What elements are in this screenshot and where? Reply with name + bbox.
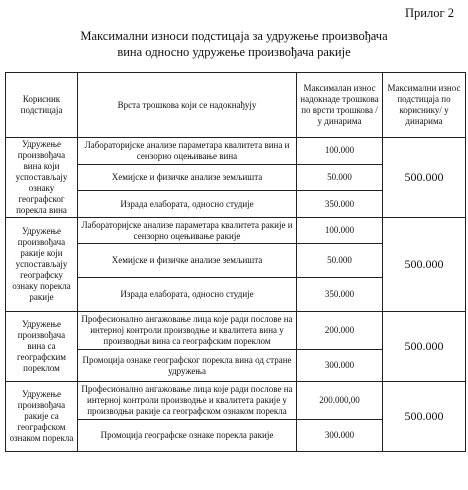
amount-cell: 200.000,00 [297,382,383,420]
cost-type-cell: Хемијске и физичке анализе земљишта [78,164,297,191]
cost-type-cell: Професионално ангажовање лица које ради послове на интерној контроли производње и квалитета ракије у производњи ракије са географском ознаком порекла [78,382,297,420]
amount-cell: 100.000 [297,218,383,244]
table-row [6,312,466,350]
cost-type-cell: Хемијске и физичке анализе земљишта [78,244,297,278]
max-total-cell: 500.000 [383,312,466,382]
amount-cell: 300.000 [297,350,383,382]
table-row [6,138,466,165]
header-beneficiary: Корисник подстицаја [6,73,78,138]
table-row [6,218,466,244]
appendix-label: Прилог 2 [405,6,454,20]
max-total-cell: 500.000 [383,218,466,312]
amount-cell: 350.000 [297,191,383,218]
title-line-2: вина односно удружење произвођача ракије [117,45,351,59]
beneficiary-cell: Удружење произвођача ракије који успостављају географску ознаку порекла ракије [6,218,78,312]
table-row [6,382,466,420]
amount-cell: 100.000 [297,138,383,165]
table-header-row [6,73,466,138]
amount-cell: 300.000 [297,420,383,452]
beneficiary-cell: Удружење произвођача вина са географским пореклом [6,312,78,382]
amount-cell: 200.000 [297,312,383,350]
beneficiary-cell: Удружење произвођача вина који успостављају ознаку географског порекла вина [6,138,78,218]
cost-type-cell: Лабораторијске анализе параметара квалитета ракије и сензорно оцењивање ракије [78,218,297,244]
amount-cell: 50.000 [297,244,383,278]
subsidy-table [5,72,466,452]
header-cost-type: Врста трошкова који се надокнађују [78,73,297,138]
amount-cell: 350.000 [297,278,383,312]
cost-type-cell: Израда елабората, односно студије [78,191,297,218]
cost-type-cell: Професионално ангажовање лица које ради послове на интерној контроли производње и квалитета вина у производњи вина са географским пореклом [78,312,297,350]
cost-type-cell: Лабораторијске анализе параметара квалитета вина и сензорно оцењивање вина [78,138,297,165]
max-total-cell: 500.000 [383,382,466,452]
document-title [0,28,468,60]
header-max-per-cost: Максималан износ надокнаде трошкова по врсти трошкова / у динарима [297,73,383,138]
amount-cell: 50.000 [297,164,383,191]
beneficiary-cell: Удружење произвођача ракије са географском ознаком порекла [6,382,78,452]
header-max-per-beneficiary: Максимални износ подстицаја по кориснику/ у динарима [383,73,466,138]
cost-type-cell: Промоција ознаке географског порекла вина од стране удружења [78,350,297,382]
cost-type-cell: Израда елабората, односно студије [78,278,297,312]
cost-type-cell: Промоција географске ознаке порекла ракије [78,420,297,452]
title-line-1: Максимални износи подстицаја за удружење произвођача [80,29,388,43]
max-total-cell: 500.000 [383,138,466,218]
